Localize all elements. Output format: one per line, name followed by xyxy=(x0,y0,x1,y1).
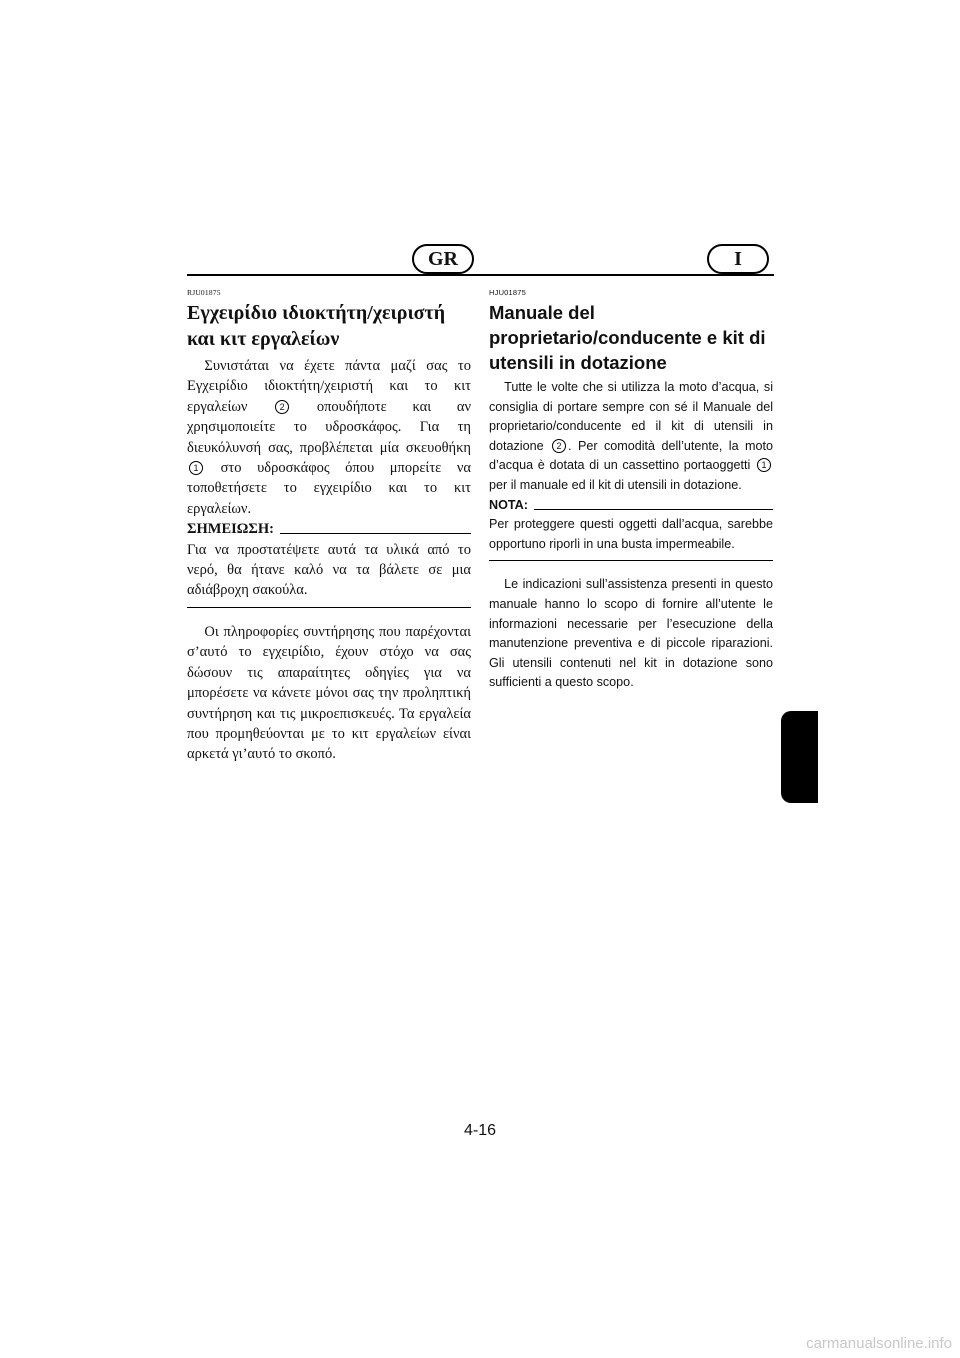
callout-1: 1 xyxy=(189,461,203,475)
note-label: NOTA: xyxy=(489,497,528,512)
text-segment: Tutte le volte che si utilizza la moto d’acqua, si consiglia di portare sempre con sé il Manuale del proprietario/conducente ed il kit di utensili in dotazione xyxy=(489,380,773,453)
section-code: HJU01875 xyxy=(489,288,527,297)
paragraph-maintenance: Le indicazioni sull’assistenza presenti in questo manuale hanno lo scopo di fornire all’utente le informazioni necessarie per l’esecuzione della manutenzione preventiva e di piccole riparazioni. Gli utensili contenuti nel kit in dotazione sono sufficienti a questo scopo. xyxy=(489,577,773,690)
paragraph-intro xyxy=(489,378,773,496)
greek-column xyxy=(187,288,471,765)
note-header xyxy=(489,496,773,516)
text-segment: στο υδροσκάφος όπου μπορείτε να τοποθετήσετε το εγχειρίδιο και το κιτ εργαλείων. xyxy=(187,460,472,517)
note-text: Per proteggere questi oggetti dall’acqua, sarebbe opportuno riporli in una busta impermeabile. xyxy=(489,517,773,551)
language-badge-italian: I xyxy=(707,244,769,274)
watermark: carmanualsonline.info xyxy=(806,1335,952,1352)
section-title: Manuale del proprietario/conducente e kit di utensili in dotazione xyxy=(489,302,766,373)
section-title: Εγχειρίδιο ιδιοκτήτη/χειριστή και κιτ εργαλείων xyxy=(187,302,446,350)
paragraph-intro xyxy=(187,356,471,519)
note-label: ΣΗΜΕΙΩΣΗ: xyxy=(187,521,274,538)
italian-column xyxy=(489,288,773,693)
note-rule xyxy=(534,509,773,510)
text-segment: per il manuale ed il kit di utensili in dotazione. xyxy=(489,477,742,492)
chapter-tab-marker xyxy=(781,711,818,803)
callout-2: 2 xyxy=(552,439,566,453)
note-rule xyxy=(280,533,471,534)
callout-2: 2 xyxy=(275,400,289,414)
language-badge-greek: GR xyxy=(412,244,474,274)
note-end-rule xyxy=(187,607,471,608)
text-segment: οπουδήποτε και αν χρησιμοποιείτε το υδροσκάφος. Για τη διευκόλυνσή σας, προβλέπεται μία σκευοθήκη xyxy=(187,398,471,456)
note-header xyxy=(187,519,471,539)
page-number: 4-16 xyxy=(463,1122,497,1139)
note-text: Για να προστατέψετε αυτά τα υλικά από το νερό, θα ήτανε καλό να τα βάλετε σε μια αδιάβροχη σακούλα. xyxy=(187,541,471,599)
text-segment: . Per comodità dell’utente, la moto d’acqua è dotata di un cassettino portaoggetti xyxy=(489,438,773,473)
callout-1: 1 xyxy=(757,458,771,472)
header-rule xyxy=(187,274,774,276)
text-segment: Συνιστάται να έχετε πάντα μαζί σας το Εγχειρίδιο ιδιοκτήτη/χειριστή και το κιτ εργαλείων xyxy=(187,358,471,415)
paragraph-maintenance: Οι πληροφορίες συντήρησης που παρέχονται σ’αυτό το εγχειρίδιο, έχουν στόχο να σας δώσουν τις απαραίτητες οδηγίες για να μπορέσετε να κάνετε μόνοι σας την προληπτική συντήρηση και τις μικροεπισκευές. Τα εργαλεία που προμηθεύονται με το κιτ εργαλείων είναι αρκετά γι’αυτό το σκοπό. xyxy=(187,623,471,763)
page-header xyxy=(187,244,774,280)
section-code: RJU01875 xyxy=(187,288,221,297)
note-end-rule xyxy=(489,560,773,561)
